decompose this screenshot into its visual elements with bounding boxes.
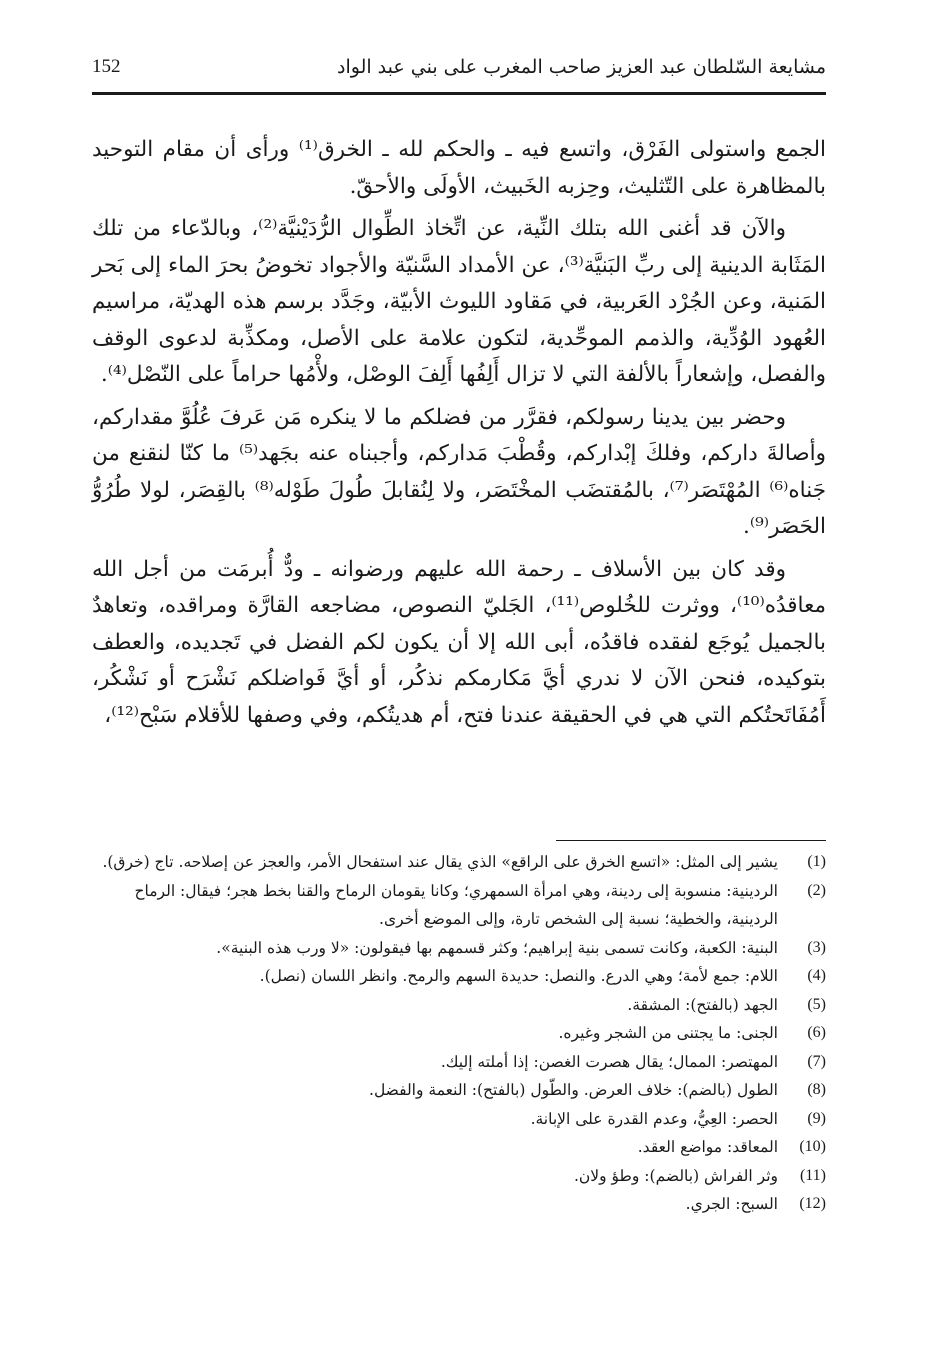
paragraph: الجمع واستولى الفَرْق، واتسع فيه ـ والحكم لله ـ الخرق⁽¹⁾ ورأى أن مقام التوحيد بالمظاهرة على التّثليث، وحِزبه الخَبيث، الأولَى والأحقّ. <box>92 137 826 199</box>
footnote-text: وثر الفراش (بالضم): وطؤ ولان. <box>573 1166 778 1185</box>
paragraph: وقد كان بين الأسلاف ـ رحمة الله عليهم ورضوانه ـ ودٌّ أُبرمَت من أجل الله معاقدُه⁽¹⁰⁾، ووثرت للخُلوص⁽¹¹⁾، الجَليّ النصوص، مضاجعه القارَّة ومراقده، وتعاهدٌ بالجميل يُوجَع لفقده فاقدُه، أبى الله إلا أن يكون لكم الفضل في تَجديده، والعطف بتوكيده، فنحن الآن لا ندري أيَّ مَكارمكم نذكُر، أو أيَّ فَواضلكم نَشْرَح أو نَشْكُر، أَمُفَاتَحتُكم التي هي في الحقيقة عندنا فتح، أم هديتُكم، وفي وصفها للأقلام سَبْح⁽¹²⁾، <box>92 556 826 728</box>
footnote-number: (12) <box>799 1195 826 1212</box>
page-header <box>92 50 826 90</box>
footnote-divider <box>556 840 826 841</box>
footnote-text: الجهد (بالفتح): المشقة. <box>627 995 778 1014</box>
footnote-number: (2) <box>807 881 826 899</box>
footnotes <box>92 848 826 1219</box>
footnote <box>92 1076 826 1105</box>
footnote <box>92 1048 826 1077</box>
paragraph: والآن قد أغنى الله بتلك النِّية، عن اتِّخاذ الطِّوال الرُّدَيْنيَّة⁽²⁾، وبالدّعاء من تلك المَثَابة الدينية إلى ربِّ البَنيَّة⁽³⁾، عن الأمداد السَّنيّة والأجواد تخوضُ بحرَ الماء إلى بَحر المَنية، وعن الجُرْد العَربية، في مَقاود الليوث الأبيّة، وجَدَّد برسم هذه الهديّة، مراسيم العُهود الوُدِّية، والذمم الموحِّدية، لتكون علامة على الأصل، ومكذِّبة لدعوى الوقف والفصل، وإشعاراً بالألفة التي لا تزال أَلِفُها أَلِفَ الوصْل، ولأْمُها حراماً على النّصْل⁽⁴⁾. <box>92 216 826 387</box>
footnote <box>92 1162 826 1191</box>
footnote <box>92 848 826 877</box>
footnote <box>92 991 826 1020</box>
footnote <box>92 1105 826 1134</box>
footnote-number: (3) <box>807 938 826 956</box>
footnote <box>92 934 826 963</box>
footnote-number: (6) <box>807 1024 826 1041</box>
footnote-text: الحصر: العِيُّ، وعدم القدرة على الإبانة. <box>530 1109 778 1128</box>
paragraph: وحضر بين يدينا رسولكم، فقرَّر من فضلكم ما لا ينكره مَن عَرفَ عُلُوَّ مقداركم، وأصالةَ داركم، وفلكَ إبْداركم، وقُطْبَ مَداركم، وأجبناه عنه بجَهد⁽⁵⁾ ما كنّا لنقنع من جَناه⁽⁶⁾ المُهْتَصَر⁽⁷⁾، بالمُقتضَب المخْتَصَر، ولا لِنُقابلَ طُولَ طَوْله⁽⁸⁾ بالقِصَر، لولا طُرُوُّ الحَصَر⁽⁹⁾. <box>92 404 827 539</box>
footnote-text: البنية: الكعبة، وكانت تسمى بنية إبراهيم؛ وكثر قسمهم بها فيقولون: «لا ورب هذه البنية». <box>216 938 778 957</box>
main-text <box>92 132 826 740</box>
footnote-text: المعاقد: مواضع العقد. <box>637 1138 778 1156</box>
header-divider <box>92 92 826 95</box>
footnote-text: المهتصر: الممال؛ يقال هصرت الغصن: إذا أملته إليك. <box>440 1052 778 1071</box>
footnote <box>92 962 826 991</box>
footnote-number: (9) <box>807 1109 826 1127</box>
footnote-number: (8) <box>807 1081 826 1098</box>
footnote-number: (11) <box>799 1166 826 1184</box>
footnote-number: (7) <box>807 1052 826 1070</box>
footnote <box>92 1190 826 1219</box>
footnote-number: (10) <box>799 1138 826 1155</box>
footnote <box>92 1019 826 1048</box>
page-number: 152 <box>92 56 121 77</box>
footnote-text: السبح: الجري. <box>685 1195 778 1213</box>
footnote-number: (4) <box>807 967 826 984</box>
footnote-text: الردينية: منسوبة إلى ردينة، وهي امرأة السمهري؛ وكانا يقومان الرماح والقنا بخط هجر؛ فيقال: الرماح الردينية، والخطية؛ نسبة إلى الشخص تارة، وإلى الموضع أخرى. <box>134 881 778 928</box>
footnote-text: الطول (بالضم): خلاف العرض. والطّول (بالفتح): النعمة والفضل. <box>369 1081 778 1099</box>
footnote-number: (5) <box>807 995 826 1013</box>
running-title: مشايعة السّلطان عبد العزيز صاحب المغرب على بني عبد الواد <box>337 56 826 78</box>
footnote-text: اللام: جمع لأمة؛ وهي الدرع. والنصل: حديدة السهم والرمح. وانظر اللسان (نصل). <box>259 967 778 985</box>
footnote-text: الجنى: ما يجتنى من الشجر وغيره. <box>558 1024 778 1042</box>
footnote-text: يشير إلى المثل: «اتسع الخرق على الراقع» الذي يقال عند استفحال الأمر، والعجز عن إصلاحه. تاج (خرق). <box>102 853 778 871</box>
footnote-number: (1) <box>807 853 826 870</box>
footnote <box>92 877 826 934</box>
footnote <box>92 1133 826 1162</box>
